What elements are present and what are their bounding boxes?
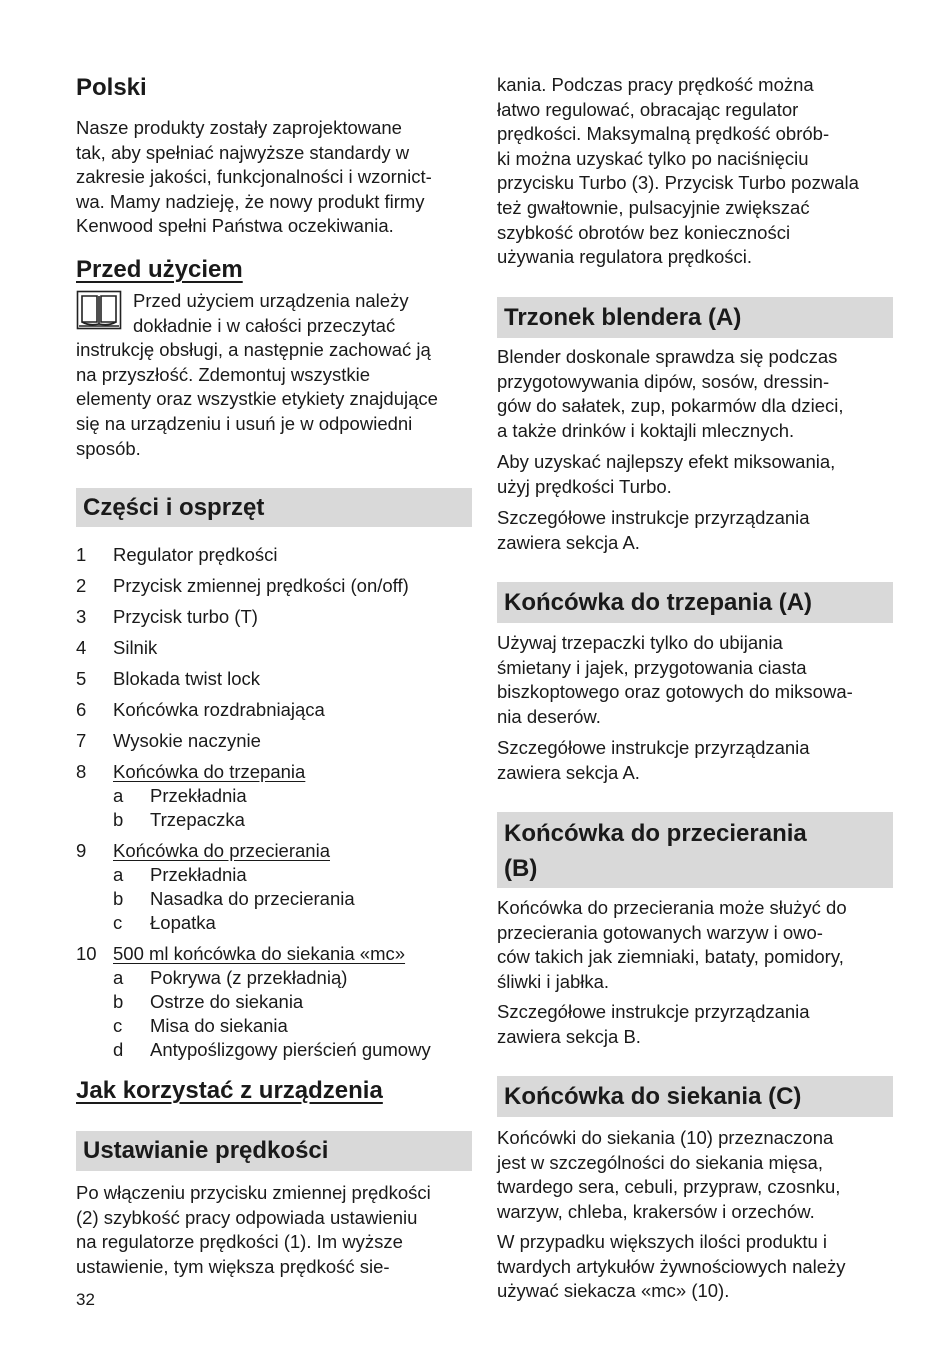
chopper-line: jest w szczególności do siekania mięsa, <box>497 1151 823 1173</box>
masher-heading: Końcówka do przecierania <box>504 820 807 847</box>
blender-line: a także drinków i koktajli mlecznych. <box>497 419 795 441</box>
speed-cont-line: łatwo regulować, obracając regulator <box>497 98 799 120</box>
blender-line: użyj prędkości Turbo. <box>497 475 672 497</box>
speed-heading: Ustawianie prędkości <box>83 1137 329 1164</box>
before-use-line: elementy oraz wszystkie etykiety znajdujące <box>76 388 438 410</box>
masher-line: ców takich jak ziemniaki, bataty, pomidory, <box>497 946 844 968</box>
before-use-line: Przed użyciem urządzenia należy <box>133 290 409 311</box>
whisk-line: Używaj trzepaczki tylko do ubijania <box>497 632 783 653</box>
masher-line: śliwki i jabłka. <box>497 970 610 992</box>
masher-heading-cont: (B) <box>504 855 538 882</box>
speed-cont-line: używania regulatora prędkości. <box>497 246 753 268</box>
masher-line: przecierania gotowanych warzyw i owo- <box>497 921 823 943</box>
blender-heading-band <box>497 297 893 338</box>
chopper-line: używać siekacza «mc» (10). <box>497 1280 730 1302</box>
whisk-heading-band <box>497 582 893 623</box>
speed-cont-line: też gwałtownie, pulsacyjnie zwiększać <box>497 197 810 218</box>
parts-heading: Części i osprzęt <box>83 494 265 521</box>
chopper-line: Końcówki do siekania (10) przeznaczona <box>497 1127 834 1148</box>
masher-line: Szczegółowe instrukcje przyrządzania <box>497 1001 810 1022</box>
chopper-line: twardego sera, cebuli, przypraw, czosnku, <box>497 1176 841 1198</box>
whisk-line: nia deserów. <box>497 705 601 727</box>
how-to-heading: Jak korzystać z urządzenia <box>76 1077 383 1104</box>
book-icon <box>76 290 122 330</box>
page-number: 32 <box>76 1290 95 1309</box>
parts-heading-band <box>76 488 472 527</box>
speed-heading-band <box>76 1131 472 1171</box>
speed-cont-line: ki można uzyskać tylko po naciśnięciu <box>497 147 809 169</box>
before-use-line: na przyszłość. Zdemontuj wszystkie <box>76 363 371 385</box>
blender-heading: Trzonek blendera (A) <box>504 304 742 331</box>
chopper-heading: Końcówka do siekania (C) <box>504 1083 802 1110</box>
whisk-line: śmietany i jajek, przygotowania ciasta <box>497 656 807 678</box>
before-use-line: dokładnie i w całości przeczytać <box>133 314 396 336</box>
whisk-line: biszkoptowego oraz gotowych do miksowa- <box>497 681 853 703</box>
intro-line: Nasze produkty zostały zaprojektowane <box>76 117 402 138</box>
speed-cont-line: kania. Podczas pracy prędkość można <box>497 74 814 95</box>
speed-line: Po włączeniu przycisku zmiennej prędkości <box>76 1182 431 1203</box>
intro-line: tak, aby spełniać najwyższe standardy w <box>76 141 410 163</box>
whisk-heading: Końcówka do trzepania (A) <box>504 589 813 616</box>
masher-line: Końcówka do przecierania może służyć do <box>497 897 847 918</box>
chopper-line: warzyw, chleba, krakersów i orzechów. <box>497 1200 815 1222</box>
speed-line: na regulatorze prędkości (1). Im wyższe <box>76 1231 403 1253</box>
blender-line: Aby uzyskać najlepszy efekt miksowania, <box>497 451 836 472</box>
speed-cont-line: szybkość obrotów bez konieczności <box>497 221 791 243</box>
intro-line: zakresie jakości, funkcjonalności i wzornict- <box>76 166 432 188</box>
before-use-line: się na urządzeniu i usuń je w odpowiedni <box>76 413 413 434</box>
whisk-line: Szczegółowe instrukcje przyrządzania <box>497 737 810 758</box>
masher-heading-band <box>497 812 893 888</box>
intro-line: wa. Mamy nadzieję, że nowy produkt firmy <box>76 190 425 212</box>
chopper-heading-band <box>497 1076 893 1117</box>
blender-line: Blender doskonale sprawdza się podczas <box>497 346 838 367</box>
before-use-line: instrukcję obsługi, a następnie zachować ją <box>76 339 431 361</box>
blender-line: gów do sałatek, zup, pokarmów dla dzieci, <box>497 395 844 417</box>
speed-line: (2) szybkość pracy odpowiada ustawieniu <box>76 1206 418 1228</box>
masher-line: zawiera sekcja B. <box>497 1025 641 1047</box>
language-title: Polski <box>76 74 147 101</box>
speed-cont-line: przycisku Turbo (3). Przycisk Turbo pozwala <box>497 172 859 194</box>
blender-line: przygotowywania dipów, sosów, dressin- <box>497 370 830 392</box>
whisk-line: zawiera sekcja A. <box>497 761 640 783</box>
blender-line: Szczegółowe instrukcje przyrządzania <box>497 507 810 528</box>
before-use-line: sposób. <box>76 437 141 459</box>
blender-line: zawiera sekcja A. <box>497 531 640 553</box>
speed-cont-line: prędkości. Maksymalną prędkość obrób- <box>497 123 830 145</box>
intro-line: Kenwood spełni Państwa oczekiwania. <box>76 215 394 237</box>
speed-line: ustawienie, tym większa prędkość sie- <box>76 1255 390 1277</box>
chopper-line: W przypadku większych ilości produktu i <box>497 1231 828 1252</box>
before-use-heading: Przed użyciem <box>76 256 243 283</box>
chopper-line: twardych artykułów żywnościowych należy <box>497 1255 846 1277</box>
